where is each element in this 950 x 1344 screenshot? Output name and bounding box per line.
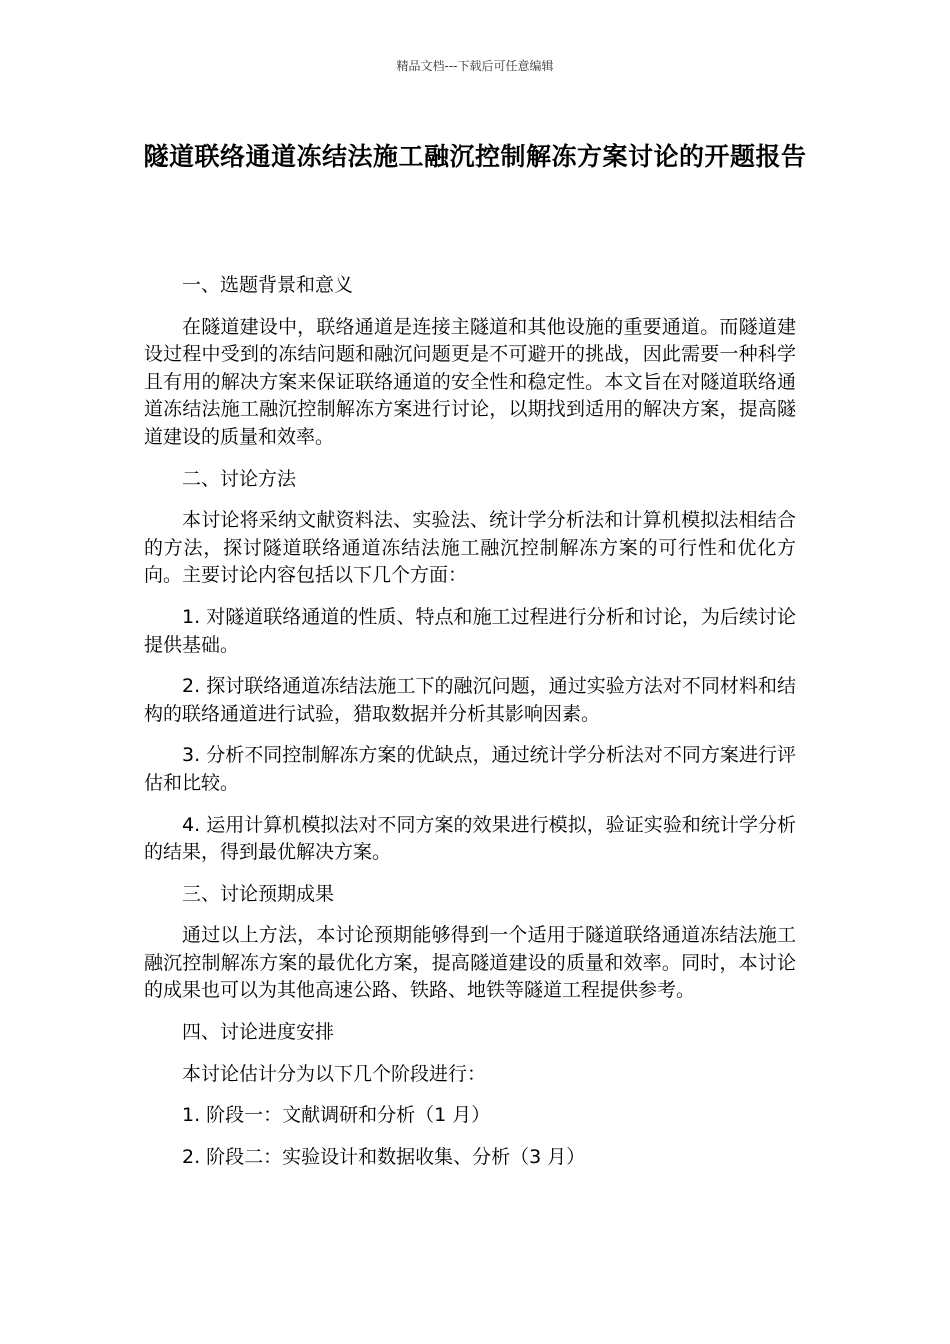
- paragraph-schedule-stage-1: 1. 阶段一：文献调研和分析（1 月）: [182, 1104, 491, 1127]
- paragraph-schedule-stage-2: 2. 阶段二：实验设计和数据收集、分析（3 月）: [182, 1145, 586, 1168]
- document-title: 隧道联络通道冻结法施工融沉控制解冻方案讨论的开题报告: [143, 142, 807, 171]
- paragraph-method-item-2: 2. 探讨联络通道冻结法施工下的融沉问题，通过实验方法对不同材料和结构的联络通道进行试验，猎取数据并分析其影响因素。: [144, 675, 796, 725]
- paragraph-method-item-3: 3. 分析不同控制解冻方案的优缺点，通过统计学分析法对不同方案进行评估和比较。: [144, 744, 796, 794]
- paragraph-outcomes: 通过以上方法，本讨论预期能够得到一个适用于隧道联络通道冻结法施工融沉控制解冻方案的最优化方案，提高隧道建设的质量和效率。同时，本讨论的成果也可以为其他高速公路、铁路、地铁等隧道工程提供参考。: [144, 924, 796, 1002]
- section-heading-method: 二、讨论方法: [182, 467, 297, 490]
- paragraph-schedule-intro: 本讨论估计分为以下几个阶段进行：: [182, 1062, 487, 1085]
- paragraph-method-item-4: 4. 运用计算机模拟法对不同方案的效果进行模拟，验证实验和统计学分析的结果，得到最优解决方案。: [144, 813, 796, 864]
- section-heading-schedule: 四、讨论进度安排: [182, 1021, 335, 1044]
- paragraph-background: 在隧道建设中，联络通道是连接主隧道和其他设施的重要通道。而隧道建设过程中受到的冻结问题和融沉问题更是不可避开的挑战，因此需要一种科学且有用的解决方案来保证联络通道的安全性和稳定性。本文旨在对隧道联络通道冻结法施工融沉控制解冻方案进行讨论，以期找到适用的解决方案，提高隧道建设的质量和效率。: [144, 315, 796, 448]
- paragraph-method-item-1: 1. 对隧道联络通道的性质、特点和施工过程进行分析和讨论，为后续讨论提供基础。: [144, 605, 796, 656]
- section-heading-background: 一、选题背景和意义: [182, 274, 354, 296]
- paragraph-method-intro: 本讨论将采纳文献资料法、实验法、统计学分析法和计算机模拟法相结合的方法，探讨隧道联络通道冻结法施工融沉控制解冻方案的可行性和优化方向。主要讨论内容包括以下几个方面：: [144, 509, 796, 587]
- section-heading-outcomes: 三、讨论预期成果: [182, 882, 335, 905]
- document-body: [144, 272, 796, 1185]
- header-note: 精品文档---下载后可任意编辑: [396, 59, 554, 73]
